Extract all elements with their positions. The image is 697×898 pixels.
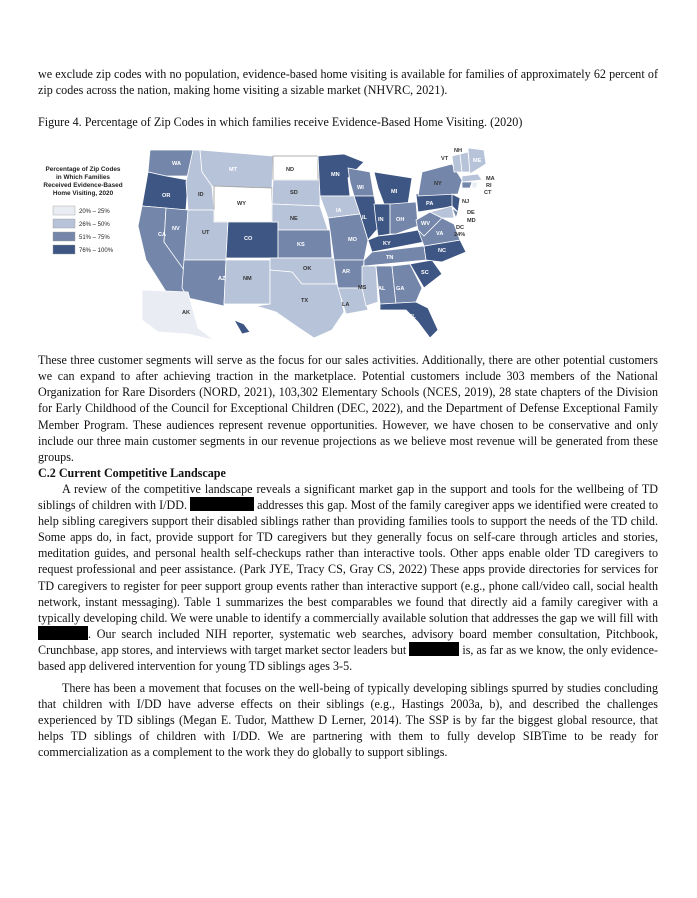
state-label: NM [243, 276, 252, 283]
state-label: NE [290, 216, 298, 223]
state-label: NV [172, 226, 180, 233]
state-label: KY [383, 241, 391, 248]
legend-swatch-1 [53, 206, 75, 215]
state-label: IN [378, 217, 384, 224]
us-map-figure [38, 142, 658, 342]
competitive-landscape-paragraph [38, 481, 658, 674]
state-nd [273, 156, 318, 180]
state-wa [148, 150, 193, 176]
state-label: NH [454, 148, 463, 155]
customer-segments-paragraph: These three customer segments will serve as the focus for our sales activities. Additionally, there are other potential customers we can expand to after achieving traction in the marketplace. Potential customers include 303 members of the National Organization for Rare Disorders (NORD, 2021), 103,302 Elementary Schools (NCES, 2019), 28 state chapters of the Division for Early Childhood of the Council for Exceptional Children (DEC, 2022), and the Department of Defense Exceptional Family Member Program. These audiences represent revenue opportunities. However, we have chosen to be conservative and only include our three main customer segments in our revenue projections as we believe most revenue will be generated from these groups. [38, 353, 658, 464]
state-label: MD [467, 218, 476, 225]
state-nm [224, 260, 270, 304]
legend-label: 20% – 25% [79, 209, 110, 216]
state-label: NY [434, 181, 442, 188]
state-ri [472, 182, 478, 188]
state-label: GA [396, 286, 405, 293]
legend-label: 51% – 75% [79, 235, 110, 242]
state-label: NJ [462, 199, 470, 206]
redaction-block [38, 626, 88, 640]
state-label: ND [286, 167, 295, 174]
state-label: VT [441, 156, 449, 163]
legend-title-line: in Which Families [56, 174, 110, 182]
state-label: MA [486, 176, 495, 183]
state-ne [272, 204, 328, 230]
state-label: AL [378, 286, 386, 293]
section-heading: C.2 Current Competitive Landscape [38, 465, 226, 480]
state-label: WY [237, 201, 247, 208]
state-ma [462, 174, 482, 182]
state-ks [278, 230, 332, 258]
state-mi [374, 172, 412, 204]
landscape-text: is, as far as we know, the only evidence-based app delivered intervention for young TD siblings ages 3-5. [38, 642, 658, 673]
state-label: IA [336, 208, 342, 215]
state-label: SD [290, 190, 298, 197]
state-label: CO [244, 236, 253, 243]
state-label: ME [473, 158, 482, 165]
state-label: TX [301, 298, 309, 305]
landscape-text: addresses this gap. Most of the family caregiver apps we identified were created to help sibling caregivers support their disabled siblings rather than providing families tools to support the needs of the TD child. Some apps do, in fact, provide support for TD caregivers but they generally focus on self-care through articles and stories, meditation guides, and personal health self-checkups rather than interactive tools. Other apps enable older TD caregivers to request professional and peer assistance. (Park JYE, Tracy CS, Gray CS, 2022) These apps provide directories for services for TD caregivers to register for peer support group events rather than interactive support (e.g., phone call/video call, social health network, instant messaging). Table 1 summarizes the best comparables we found that directly aid a family caregiver with a typically developing child. We were unable to identify a commercially available solution that addresses the gap we will fill with [38, 498, 659, 625]
state-label: WI [357, 185, 364, 192]
redaction-block [409, 642, 459, 656]
state-label: IL [362, 215, 367, 222]
states-group [138, 148, 486, 340]
state-label: MO [348, 237, 358, 244]
sibling-movement-paragraph: There has been a movement that focuses on the well-being of typically developing siblings spurred by studies concluding that children with I/DD have adverse effects on their siblings (e.g., Hastings 2003a, b), and described the challenges experienced by TD siblings (Megan E. Tudor, Matthew D Lerner, 2014). The SSP is by far the biggest global resource, that helps TD siblings of children with I/DD. We are partnering with them to fully develop SIBTime to be ready for commercialization as a complement to the work they do globally to support siblings. [38, 681, 658, 760]
state-label: VA [436, 231, 444, 238]
state-label: ID [198, 192, 204, 199]
state-label: AK [182, 310, 191, 317]
state-label: OR [162, 193, 171, 200]
state-label: MN [331, 172, 340, 179]
state-label: DC [456, 225, 465, 232]
state-or [142, 172, 188, 210]
state-label: KS [297, 242, 305, 249]
map-legend [43, 166, 122, 254]
state-label: NC [438, 248, 447, 255]
legend-swatch-2 [53, 219, 75, 228]
landscape-text: . Our search included NIH reporter, systematic web searches, advisory board member consultation, Pitchbook, Crunchbase, app stores, and interviews with target market sector leaders but [38, 626, 658, 657]
state-label: DE [467, 210, 475, 217]
state-label: OH [396, 217, 405, 224]
state-label: CA [158, 232, 167, 239]
legend-swatch-4 [53, 245, 75, 254]
state-fl [380, 302, 438, 338]
state-label: RI [486, 183, 492, 190]
legend-label: 26% – 50% [79, 222, 110, 229]
legend-swatch-3 [53, 232, 75, 241]
us-choropleth-map [38, 142, 658, 342]
state-label: FL [409, 314, 416, 321]
state-ct [462, 182, 472, 188]
state-label: HI [244, 334, 250, 341]
state-label: 24% [454, 232, 466, 239]
figure-caption: Figure 4. Percentage of Zip Codes in which families receive Evidence-Based Home Visiting. (2020) [38, 115, 523, 130]
legend-label: 76% – 100% [79, 248, 114, 255]
landscape-text: A review of the competitive landscape reveals a significant market gap in the support and tools for the wellbeing of TD siblings of children with I/DD. [38, 481, 658, 513]
state-label: TN [386, 255, 394, 262]
state-label: OK [303, 266, 312, 273]
state-label: UT [202, 230, 210, 237]
state-label: PA [426, 201, 434, 208]
state-label: MI [391, 189, 398, 196]
state-label: SC [421, 270, 429, 277]
document-page [38, 66, 658, 761]
state-label: WV [421, 221, 431, 228]
state-wi [348, 168, 374, 196]
state-hi [234, 320, 250, 334]
state-label: AZ [218, 276, 226, 283]
state-label: LA [342, 302, 350, 309]
state-label: CT [484, 190, 492, 197]
legend-title-line: Home Visiting, 2020 [52, 190, 114, 198]
state-label: MS [358, 285, 367, 292]
redaction-block [190, 497, 254, 511]
legend-title-line: Percentage of Zip Codes [45, 166, 121, 174]
state-label: AR [342, 269, 351, 276]
state-label: MT [229, 167, 238, 174]
state-label: WA [172, 161, 182, 168]
legend-title-line: Received Evidence-Based [43, 182, 123, 190]
intro-paragraph: we exclude zip codes with no population, evidence-based home visiting is available for families of approximately 62 percent of zip codes across the nation, making home visiting a sizable market (NHVRC, 2021). [38, 67, 658, 98]
